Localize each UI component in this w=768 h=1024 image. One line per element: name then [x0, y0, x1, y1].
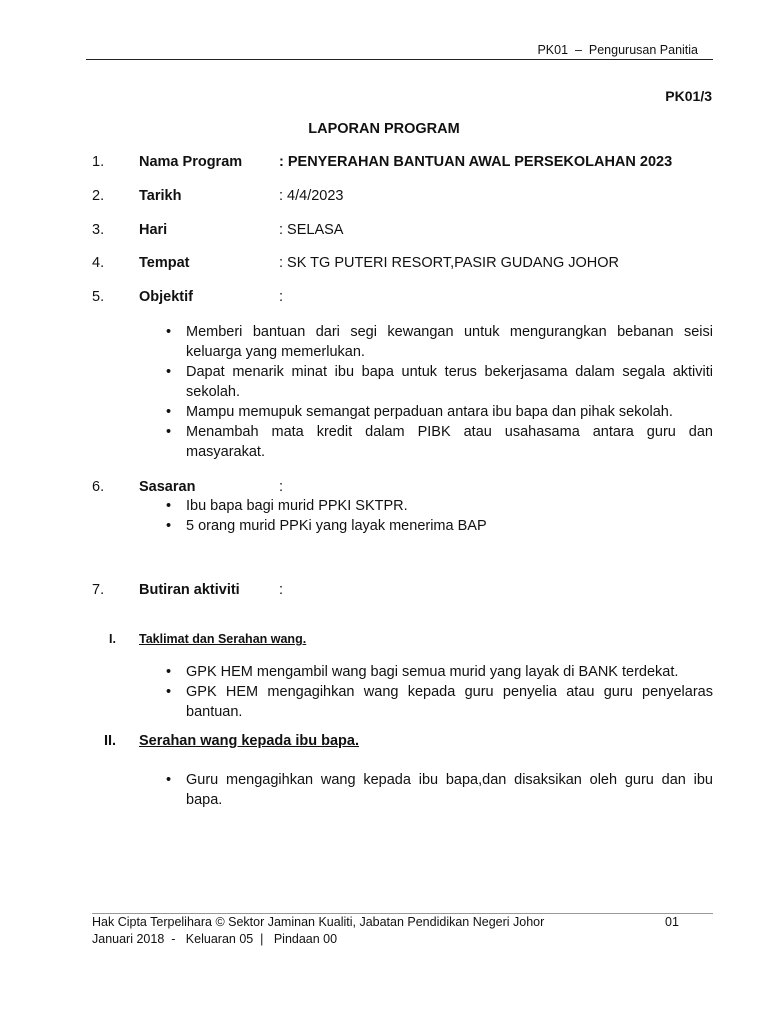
- field-value: : PENYERAHAN BANTUAN AWAL PERSEKOLAHAN 2023: [279, 154, 673, 170]
- list-item: • Menambah mata kredit dalam PIBK atau usahasama antara guru dan masyarakat.: [162, 422, 713, 462]
- section-2-list: [162, 770, 713, 810]
- list-item: • GPK HEM mengambil wang bagi semua murid yang layak di BANK terdekat.: [162, 662, 713, 682]
- list-item: • Ibu bapa bagi murid PPKI SKTPR.: [162, 496, 713, 516]
- field-number: 5.: [92, 289, 105, 305]
- list-item: • Guru mengagihkan wang kepada ibu bapa,dan disaksikan oleh guru dan ibu bapa.: [162, 770, 713, 810]
- field-label: Tempat: [139, 255, 190, 271]
- section-numeral: I.: [109, 632, 116, 646]
- footer-edition: Januari 2018 - Keluaran 05 | Pindaan 00: [92, 932, 338, 946]
- field-number: 1.: [92, 154, 105, 170]
- section-title: Taklimat dan Serahan wang.: [139, 632, 307, 646]
- header-divider: [86, 59, 713, 60]
- field-number: 7.: [92, 582, 105, 598]
- field-number: 3.: [92, 222, 105, 238]
- list-item: • 5 orang murid PPKi yang layak menerima BAP: [162, 516, 713, 536]
- page-title: LAPORAN PROGRAM: [308, 121, 460, 137]
- list-item: • GPK HEM mengagihkan wang kepada guru penyelia atau guru penyelaras bantuan.: [162, 682, 713, 722]
- field-value: : SELASA: [279, 222, 344, 238]
- footer-divider: [92, 913, 713, 914]
- list-item: • Mampu memupuk semangat perpaduan antara ibu bapa dan pihak sekolah.: [162, 402, 713, 422]
- field-value: :: [279, 289, 284, 305]
- field-label: Butiran aktiviti: [139, 582, 240, 598]
- list-item: • Memberi bantuan dari segi kewangan untuk mengurangkan bebanan seisi keluarga yang memerlukan.: [162, 322, 713, 362]
- field-value: :: [279, 582, 284, 598]
- field-label: Nama Program: [139, 154, 243, 170]
- field-value: :: [279, 479, 284, 495]
- footer-copyright: Hak Cipta Terpelihara © Sektor Jaminan Kualiti, Jabatan Pendidikan Negeri Johor: [92, 915, 545, 929]
- field-label: Hari: [139, 222, 168, 238]
- section-1-list: [162, 662, 713, 722]
- field-value: : SK TG PUTERI RESORT,PASIR GUDANG JOHOR: [279, 255, 619, 271]
- sasaran-list: [162, 496, 713, 536]
- field-number: 6.: [92, 479, 105, 495]
- list-item: • Dapat menarik minat ibu bapa untuk terus bekerjasama dalam segala aktiviti sekolah.: [162, 362, 713, 402]
- field-number: 4.: [92, 255, 105, 271]
- section-numeral: II.: [104, 733, 117, 749]
- field-label: Tarikh: [139, 188, 182, 204]
- field-label: Sasaran: [139, 479, 196, 495]
- document-reference: PK01 – Pengurusan Panitia: [537, 43, 698, 57]
- section-heading-2: [0, 733, 768, 753]
- section-title: Serahan wang kepada ibu bapa.: [139, 733, 359, 749]
- section-heading-1: [0, 632, 768, 650]
- field-number: 2.: [92, 188, 105, 204]
- field-nama-program: [92, 154, 717, 176]
- form-code: PK01/3: [665, 88, 712, 104]
- field-objektif: [92, 289, 717, 311]
- field-tempat: [92, 255, 717, 277]
- field-value: : 4/4/2023: [279, 188, 344, 204]
- field-label: Objektif: [139, 289, 193, 305]
- field-tarikh: [92, 188, 717, 210]
- footer-page-number: 01: [665, 915, 679, 929]
- field-butiran-aktiviti: [92, 582, 717, 604]
- objektif-list: [162, 322, 713, 462]
- field-hari: [92, 222, 717, 244]
